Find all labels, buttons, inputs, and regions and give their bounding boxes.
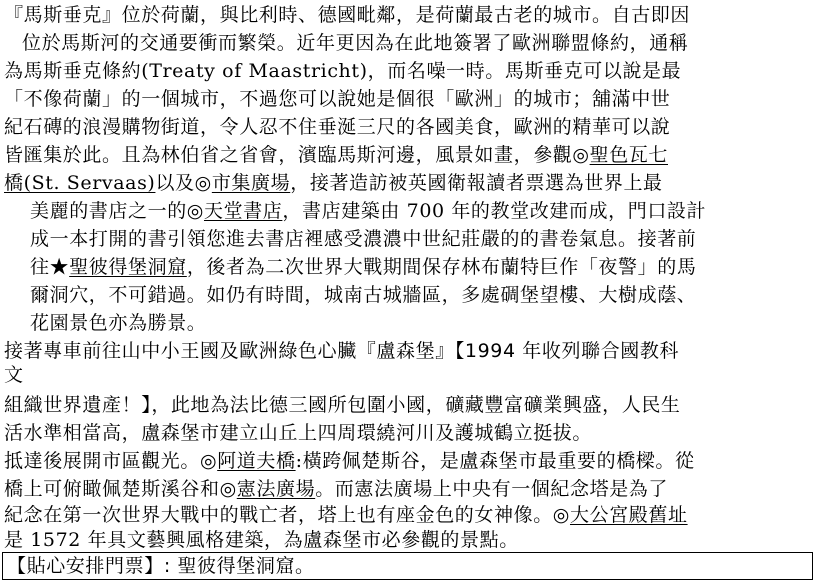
text-line: 『馬斯垂克』位於荷蘭，與比利時、德國毗鄰，是荷蘭最古老的城市。自古即因	[4, 4, 691, 26]
text-line	[4, 392, 681, 418]
attraction-name: 聖色瓦七	[589, 144, 668, 166]
text-run: 抵達後展開市區觀光。◎	[4, 450, 218, 472]
attraction-name: 大公宮殿舊址	[569, 504, 688, 526]
attraction-name: 天堂書店	[203, 200, 283, 222]
heritage-note: 【1994 年收列聯合國教科	[454, 340, 680, 362]
text-line: 為馬斯垂克條約(Treaty of Maastricht)，而名噪一時。馬斯垂克可以說是最	[4, 60, 682, 82]
text-line	[4, 142, 668, 168]
text-line	[7, 553, 315, 579]
text-line: 花園景色亦為勝景。	[30, 312, 207, 334]
attraction-name: 阿道夫橋	[217, 450, 296, 472]
text-run: 皆匯集於此。且為林伯省之省會，濱臨馬斯河邊，風景如畫，參觀◎	[4, 144, 590, 166]
attraction-name: 橋(St. Servaas)	[4, 172, 156, 194]
ticket-note-text: : 聖彼得堡洞窟。	[163, 555, 315, 577]
heritage-note: 組織世界遺產！】	[4, 394, 152, 416]
text-run: ，書店建築由 700 年的教堂改建而成，門口設計	[282, 200, 707, 222]
text-line	[30, 198, 706, 224]
ticket-note-label: 【貼心安排門票】	[7, 555, 164, 577]
text-run: 美麗的書店之一的◎	[30, 200, 204, 222]
text-line	[4, 338, 679, 364]
text-run: 紀念在第一次世界大戰中的戰亡者，塔上也有座金色的女神像。◎	[4, 504, 570, 526]
text-run: ，此地為法比德三國所包圍小國，礦藏豐富礦業興盛，人民生	[151, 394, 681, 416]
text-line	[4, 502, 688, 528]
text-line	[4, 170, 663, 196]
text-line: 文	[4, 364, 24, 386]
text-line	[4, 448, 695, 474]
text-line: 爾洞穴，不可錯過。如仍有時間，城南古城牆區，多處碉堡望樓、大樹成蔭、	[30, 284, 697, 306]
attraction-name: 市集廣場	[211, 172, 291, 194]
text-run: :橫跨佩楚斯谷，是盧森堡市最重要的橋樑。從	[295, 450, 695, 472]
text-run: 以及◎	[155, 172, 212, 194]
text-run: 接著專車前往山中小王國及歐洲綠色心臟『盧森堡』	[4, 340, 455, 362]
text-run: ，接著造訪被英國衛報讀者票選為世界上最	[290, 172, 663, 194]
text-line: 是 1572 年具文藝興風格建築，為盧森堡市必參觀的景點。	[4, 529, 519, 551]
attraction-name: 憲法廣場	[236, 478, 316, 500]
text-line: 紀石磚的浪漫購物街道，令人忍不住垂涎三尺的各國美食，歐洲的精華可以說	[4, 116, 671, 138]
text-line	[30, 254, 696, 280]
ticket-note-box	[2, 552, 813, 580]
text-line	[4, 476, 668, 502]
text-run: 橋上可俯瞰佩楚斯溪谷和◎	[4, 478, 237, 500]
text-line: 成一本打開的書引領您進去書店裡感受濃濃中世紀莊嚴的的書卷氣息。接著前	[30, 228, 697, 250]
attraction-name: 聖彼得堡洞窟	[69, 256, 187, 278]
text-run: 。而憲法廣場上中央有一個紀念塔是為了	[315, 478, 668, 500]
text-line: 位於馬斯河的交通要衝而繁榮。近年更因為在此地簽署了歐洲聯盟條約，通稱	[22, 32, 689, 54]
text-run: ，後者為二次世界大戰期間保存林布蘭特巨作「夜警」的馬	[186, 256, 697, 278]
text-line: 「不像荷蘭」的一個城市，不過您可以說她是個很「歐洲」的城市；舖滿中世	[4, 88, 671, 110]
text-line: 活水準相當高，盧森堡市建立山丘上四周環繞河川及護城鶴立挺拔。	[4, 422, 593, 444]
text-run: 往★	[30, 256, 70, 278]
